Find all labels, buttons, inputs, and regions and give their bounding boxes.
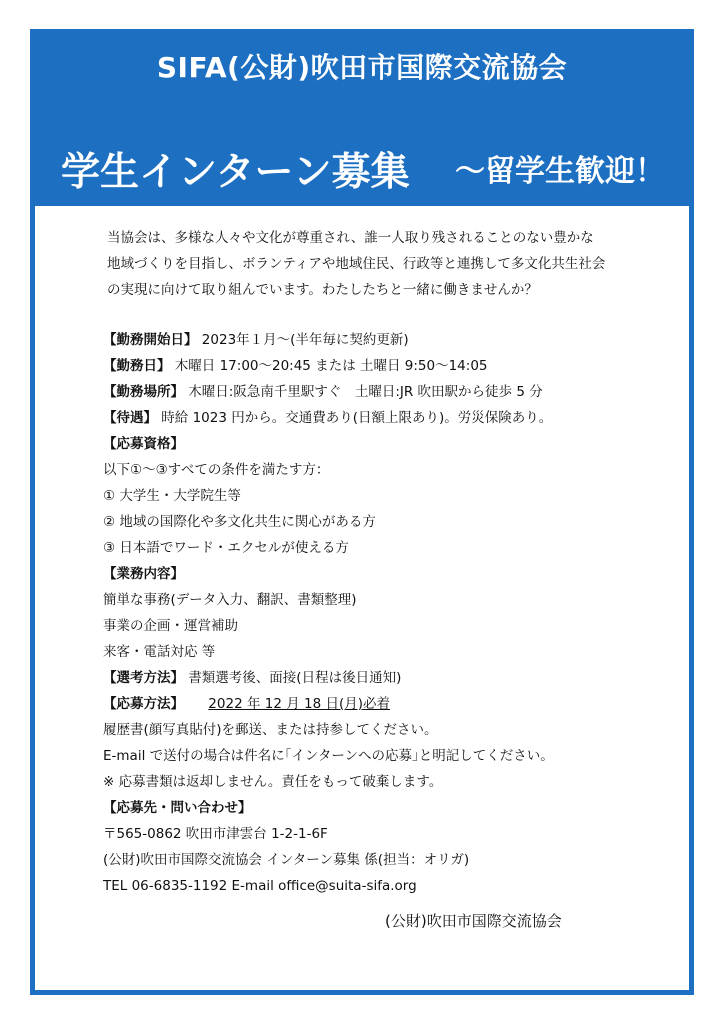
application-line: E-mail で送付の場合は件名に｢インターンへの応募｣と明記してください。 [103,748,554,764]
work-days-row [103,354,488,379]
intro-line-2: 地域づくりを目指し、ボランティアや地域住民、行政等と連携して多文化共生社会 [107,256,606,272]
work-days-value: 木曜日 17:00～20:45 または 土曜日 9:50～14:05 [174,358,488,374]
duty-item: 来客・電話対応 等 [103,644,216,660]
application-label: 【応募方法】 [103,696,184,712]
location-value: 木曜日:阪急南千里駅すぐ 土曜日:JR 吹田駅から徒歩 5 分 [188,384,543,400]
intro-line-3: の実現に向けて取り組んでいます。わたしたちと一緒に働きませんか？ [107,282,538,298]
intro-line-1: 当協会は、多様な人々や文化が尊重され、誰一人取り残されることのない豊かな [107,230,594,246]
work-days-label: 【勤務日】 [103,358,171,374]
qualification-item: ① 大学生・大学院生等 [103,488,241,504]
treatment-value: 時給 1023 円から。交通費あり(日額上限あり)。労災保険あり。 [161,410,553,426]
location-label: 【勤務場所】 [103,384,184,400]
selection-value: 書類選考後、面接(日程は後日通知) [188,670,402,686]
location-row [103,380,543,405]
qualifications-label: 【応募資格】 [103,436,184,452]
start-date-value: 2023年１月～(半年毎に契約更新) [201,332,409,348]
organization-title: SIFA(公財)吹田市国際交流協会 [156,51,568,84]
start-date-label: 【勤務開始日】 [103,332,198,348]
contact-org-line: (公財)吹田市国際交流協会 インターン募集 係(担当：オリガ) [103,852,470,868]
contact-postal: 〒565-0862 吹田市津雲台 1-2-1-6F [103,826,328,842]
application-line: 履歴書(顔写真貼付)を郵送、または持参してください。 [103,722,438,738]
selection-label: 【選考方法】 [103,670,184,686]
treatment-row [103,406,552,431]
duty-item: 事業の企画・運営補助 [103,618,238,634]
application-deadline: 2022 年 12 月 18 日(月)必着 [208,696,390,712]
sub-title: ～留学生歓迎！ [455,154,665,189]
selection-row [103,666,401,691]
footer-organization: (公財)吹田市国際交流協会 [385,912,562,930]
duty-item: 簡単な事務(データ入力、翻訳、書類整理) [103,592,357,608]
application-row [103,692,390,717]
contact-tel-email: TEL 06-6835-1192 E-mail office@suita-sifa.org [103,878,417,894]
start-date-row [103,328,409,353]
header-banner [35,34,689,206]
qualification-item: ③ 日本語でワード・エクセルが使える方 [103,540,349,556]
qualification-item: ② 地域の国際化や多文化共生に関心がある方 [103,514,376,530]
qualifications-intro: 以下①～③すべての条件を満たす方： [103,462,330,478]
application-line: ※ 応募書類は返却しません。責任をもって破棄します。 [103,774,443,790]
duties-label: 【業務内容】 [103,566,184,582]
contact-label: 【応募先・問い合わせ】 [103,800,252,816]
main-title: 学生インターン募集 [61,150,410,195]
treatment-label: 【待遇】 [103,410,157,426]
